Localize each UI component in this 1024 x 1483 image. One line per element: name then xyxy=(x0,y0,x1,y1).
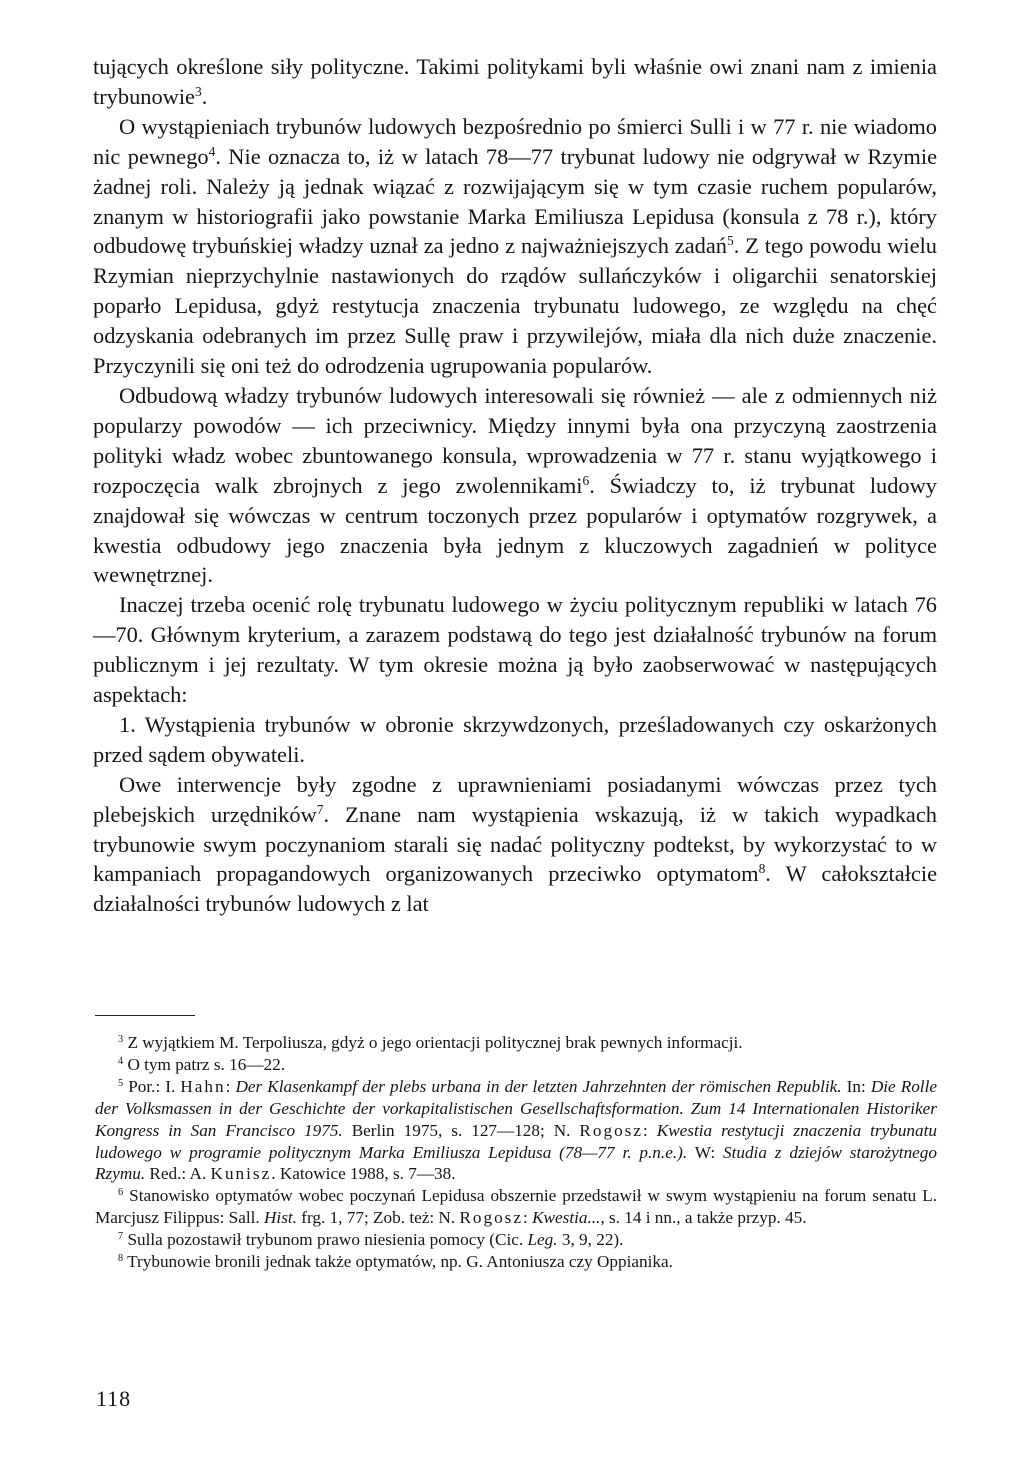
footnote-text: Stanowisko optymatów wobec poczynań Lepidusa obszernie przedstawił w swym wystąpieniu na forum senatu L. Marcjusz Filippus: Sall. xyxy=(95,1186,938,1228)
paragraph-2 xyxy=(93,112,937,381)
work-title: Die Rolle der Volksmassen in der Geschichte der vorkapitalistischen Gesellschaftsformation. Zum 14 Internationalen Historiker Kongress in San Francisco 1975. xyxy=(95,1076,937,1140)
footnote-ref[interactable]: 3 xyxy=(194,83,202,99)
footnote-text: O tym patrz s. 16—22. xyxy=(127,1054,285,1074)
footnote-text: . Katowice 1988, s. 7—38. xyxy=(271,1164,456,1184)
footnote-text: , s. 14 i nn., a także przyp. 45. xyxy=(600,1208,807,1228)
footnote-ref[interactable]: 7 xyxy=(316,801,324,817)
footnote-number: 8 xyxy=(118,1252,124,1264)
footnote-6 xyxy=(95,1185,937,1229)
footnote-text: Berlin 1975, s. 127—128; N. xyxy=(342,1120,580,1140)
footnote-7 xyxy=(95,1229,937,1251)
paragraph-5: 1. Wystąpienia trybunów w obronie skrzywdzonych, prześladowanych czy oskarżonych przed sądem obywateli. xyxy=(93,711,937,767)
paragraph-3 xyxy=(93,381,937,590)
footnote-text: : xyxy=(642,1120,657,1140)
text-run: . Nie oznacza to, iż w latach 78—77 trybunat ludowy nie odgrywał w Rzymie żadnej roli. Należy ją jednak wiązać z rozwijającym się w tym czasie ruchem popularów, znanym w historiografii jako powstanie Marka Emiliusza Lepidusa (konsula z 78 r.), który odbudowę trybuńskiej władzy uznał za jedno z najważniejszych zadań xyxy=(93,143,938,259)
text-run: Odbudową władzy trybunów ludowych interesowali się również — ale z odmiennych niż popularzy powodów — ich przeciwnicy. Między innymi była ona przyczyną zaostrzenia polityki władz wobec zbuntowanego konsula, wprowadzenia w 77 r. stanu wyjątkowego i rozpoczęcia walk zbrojnych z jego zwolennikami xyxy=(93,382,937,498)
footnote-text: Trybunowie bronili jednak także optymatów, np. G. Antoniusza czy Oppianika. xyxy=(127,1252,673,1272)
author-name: Hahn xyxy=(180,1076,226,1096)
work-title: Der Klasenkampf der plebs urbana in der letzten Jahrzehnten der römischen Republik. xyxy=(235,1076,842,1096)
footnote-text: In: xyxy=(841,1076,871,1096)
work-title: Kwestia... xyxy=(532,1208,601,1228)
paragraph-6 xyxy=(93,770,937,920)
footnote-text: Red.: A. xyxy=(145,1164,211,1184)
text-run: O wystąpieniach trybunów ludowych bezpośrednio po śmierci Sulli i w 77 r. nie wiadomo nic pewnego xyxy=(93,113,937,169)
footnote-text: frg. 1, 77; Zob. też: N. xyxy=(296,1208,460,1228)
author-name: Kunisz xyxy=(210,1164,272,1184)
footnote-4 xyxy=(95,1054,937,1076)
footnote-number: 3 xyxy=(118,1033,124,1045)
text-run: tujących określone siły polityczne. Takimi politykami byli właśnie owi znani nam z imienia trybunowie xyxy=(93,54,937,109)
footnote-text: : xyxy=(523,1208,533,1228)
footnote-number: 5 xyxy=(118,1077,124,1089)
text-run: . xyxy=(201,83,208,109)
author-name: Rogosz xyxy=(579,1120,643,1140)
footnote-text: Sulla pozostawił trybunom prawo niesienia pomocy (Cic. xyxy=(127,1230,528,1250)
text-run: . W całokształcie działalności trybunów ludowych z lat xyxy=(93,861,938,917)
footnote-ref[interactable]: 6 xyxy=(582,472,590,488)
text-run: . Z tego powodu wielu Rzymian nieprzychylnie nastawionych do rządów sullańczyków i oligarchii senatorskiej poparło Lepidusa, gdyż restytucja znaczenia trybunatu ludowego, ze względu na chęć odzyskania odebranych im przez Sullę praw i przywilejów, miała dla nich duże znaczenie. Przyczynili się oni też do odrodzenia ugrupowania popularów. xyxy=(93,233,938,379)
paragraph-4: Inaczej trzeba ocenić rolę trybunatu ludowego w życiu politycznym republiki w latach 76—70. Głównym kryterium, a zarazem podstawą do tego jest działalność trybunów na forum publicznym i jej rezultaty. W tym okresie można ją było zaobserwować w następujących aspektach: xyxy=(93,592,937,708)
footnote-number: 4 xyxy=(118,1055,124,1067)
footnote-text: Z wyjątkiem M. Terpoliusza, gdyż o jego orientacji politycznej brak pewnych informacji. xyxy=(127,1033,743,1052)
page-number: 118 xyxy=(96,1386,132,1411)
text-run: Owe interwencje były zgodne z uprawnieniami posiadanymi wówczas przez tych plebejskich urzędników xyxy=(93,771,937,827)
footnote-ref[interactable]: 5 xyxy=(727,233,734,249)
footnote-3 xyxy=(95,1032,937,1054)
text-run: . Świadczy to, iż trybunat ludowy znajdował się wówczas w centrum toczonych przez popularów i optymatów rozgrywek, a kwestia odbudowy jego znaczenia była jednym z kluczowych zagadnień w polityce wewnętrznej. xyxy=(93,472,937,588)
footnote-number: 7 xyxy=(118,1230,124,1242)
footnote-number: 6 xyxy=(118,1187,124,1199)
footnote-text: : xyxy=(225,1076,236,1096)
work-title: Kwestia restytucji znaczenia trybunatu ludowego w programie politycznym Marka Emiliusza Lepidusa (78—77 r. p.n.e.). xyxy=(95,1120,937,1162)
footnote-text: W: xyxy=(687,1142,723,1162)
text-run: . Znane nam wystąpienia wskazują, iż w takich wypadkach trybunowie swym poczynaniom starali się nadać polityczny podtekst, by wykorzystać to w kampaniach propagandowych organizowanych przeciwko optymatom xyxy=(93,801,937,887)
footnote-8 xyxy=(95,1251,937,1273)
footnote-divider xyxy=(95,1015,195,1016)
work-title: Studia z dziejów starożytnego Rzymu. xyxy=(95,1142,937,1184)
main-text xyxy=(93,52,937,919)
footnotes xyxy=(95,1032,937,1273)
work-title: Hist. xyxy=(264,1208,297,1228)
footnote-ref[interactable]: 4 xyxy=(208,143,216,159)
paragraph-1 xyxy=(93,52,937,112)
footnote-ref[interactable]: 8 xyxy=(758,861,766,877)
author-name: Rogosz xyxy=(459,1208,523,1228)
footnote-5 xyxy=(95,1076,937,1186)
footnote-text: 3, 9, 22). xyxy=(557,1230,624,1250)
work-title: Leg. xyxy=(527,1230,558,1250)
footnote-text: Por.: I. xyxy=(128,1076,181,1096)
